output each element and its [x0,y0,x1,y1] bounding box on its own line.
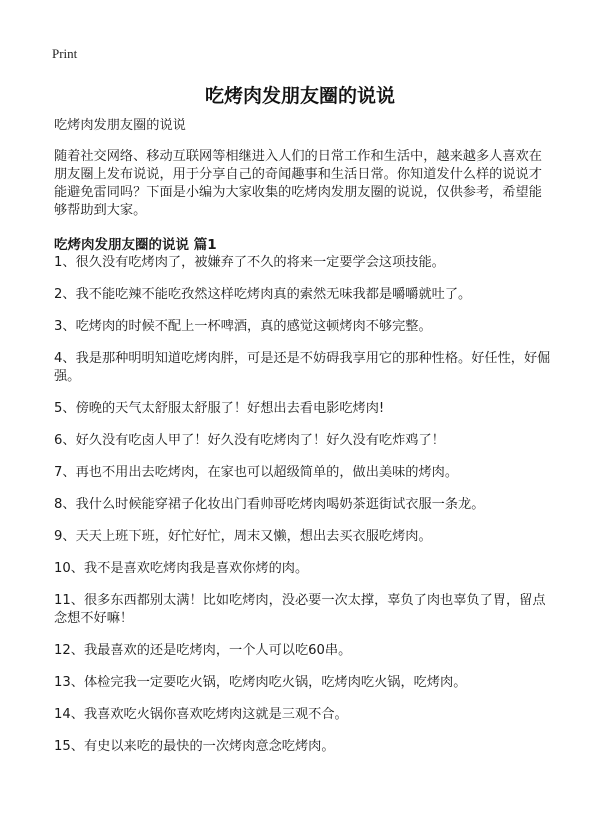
document-subtitle: 吃烤肉发朋友圈的说说 [54,118,186,133]
list-item: 9、天天上班下班，好忙好忙，周末又懒，想出去买衣服吃烤肉。 [54,529,432,544]
list-item: 3、吃烤肉的时候不配上一杯啤酒，真的感觉这顿烤肉不够完整。 [54,319,432,334]
list-item: 10、我不是喜欢吃烤肉我是喜欢你烤的肉。 [54,561,309,576]
list-item: 7、再也不用出去吃烤肉，在家也可以超级简单的，做出美味的烤肉。 [54,465,459,480]
print-link[interactable]: Print [52,46,78,61]
list-item: 15、有史以来吃的最快的一次烤肉意念吃烤肉。 [54,739,335,754]
document-body [54,117,554,770]
intro-paragraph: 随着社交网络、移动互联网等相继进入人们的日常工作和生活中，越来越多人喜欢在朋友圈上发布说说，用于分享自己的奇闻趣事和生活日常。你知道发什么样的说说才能避免雷同吗？下面是小编为大家收集的吃烤肉发朋友圈的说说，仅供参考，希望能够帮助到大家。 [54,149,542,218]
document-title: 吃烤肉发朋友圈的说说 [204,85,395,107]
list-item: 11、很多东西都别太满！比如吃烤肉，没必要一次太撑，辜负了肉也辜负了胃，留点念想不好嘛！ [54,593,546,626]
list-item: 4、我是那种明明知道吃烤肉胖，可是还是不妨碍我享用它的那种性格。好任性，好倔强。 [54,351,551,384]
section-heading: 吃烤肉发朋友圈的说说 篇1 [54,237,217,253]
list-item: 5、傍晚的天气太舒服太舒服了！好想出去看电影吃烤肉! [54,401,385,416]
list-item: 12、我最喜欢的还是吃烤肉，一个人可以吃60串。 [54,643,352,658]
list-item: 8、我什么时候能穿裙子化妆出门看帅哥吃烤肉喝奶茶逛街试衣服一条龙。 [54,497,485,512]
list-item: 2、我不能吃辣不能吃孜然这样吃烤肉真的索然无味我都是嚼嚼就吐了。 [54,287,472,302]
list-item: 14、我喜欢吃火锅你喜欢吃烤肉这就是三观不合。 [54,707,348,722]
list-item: 6、好久没有吃卤人甲了！好久没有吃烤肉了！好久没有吃炸鸡了！ [54,433,445,448]
list-item: 1、很久没有吃烤肉了，被嫌弃了不久的将来一定要学会这项技能。 [54,255,445,270]
list-item: 13、体检完我一定要吃火锅，吃烤肉吃火锅，吃烤肉吃火锅，吃烤肉。 [54,675,467,690]
